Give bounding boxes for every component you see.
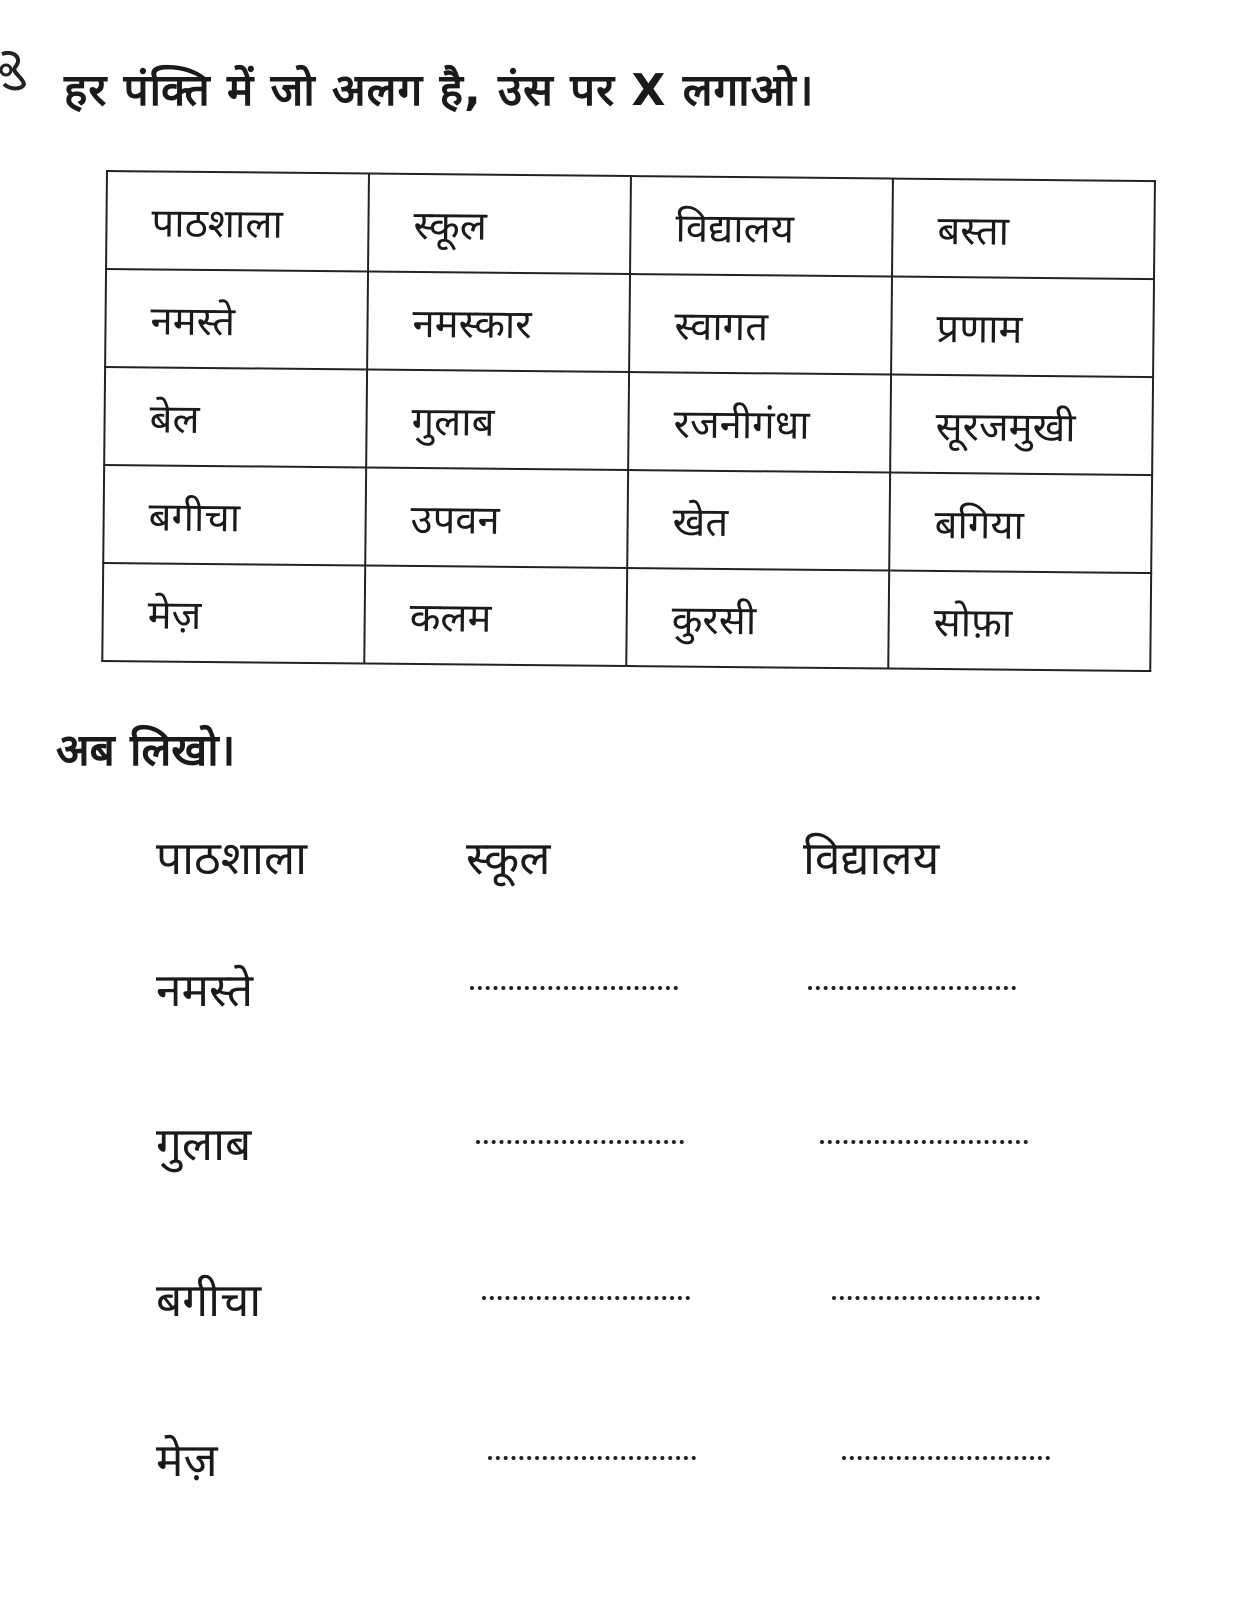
answer-row [0, 1268, 1237, 1348]
word-cell[interactable]: नमस्कार [367, 272, 630, 373]
word-cell[interactable]: सूरजमुखी [890, 375, 1153, 476]
word-cell[interactable]: प्रणाम [891, 277, 1154, 378]
table-row [102, 563, 1151, 671]
word-cell[interactable]: कलम [364, 566, 627, 667]
example-row [0, 826, 1237, 896]
table-row [104, 367, 1153, 475]
word-cell[interactable]: गुलाब [366, 370, 629, 471]
answer-row [0, 958, 1237, 1038]
word-cell[interactable]: स्वागत [629, 274, 892, 375]
word-cell[interactable]: विद्यालय [630, 176, 893, 277]
example-word: पाठशाला [156, 831, 308, 885]
word-cell[interactable]: कुरसी [626, 568, 889, 669]
word-cell[interactable]: खेत [627, 470, 890, 571]
table-row [105, 269, 1154, 377]
word-cell[interactable]: उपवन [365, 468, 628, 569]
word-cell[interactable]: रजनीगंधा [628, 372, 891, 473]
table-row [103, 465, 1152, 573]
instruction-heading: हर पंक्ति में जो अलग है, उंस पर X लगाओ। [64, 65, 815, 116]
prompt-word: नमस्ते [156, 963, 254, 1017]
word-cell[interactable]: बेल [104, 367, 367, 468]
word-cell[interactable]: पाठशाला [106, 171, 369, 272]
write-heading: अब लिखो। [56, 725, 236, 776]
word-cell[interactable]: बगिया [889, 473, 1152, 574]
answer-blank[interactable] [842, 1450, 1050, 1460]
word-cell[interactable]: स्कूल [368, 174, 631, 275]
answer-row [0, 1428, 1237, 1508]
answer-blank[interactable] [482, 1290, 690, 1300]
prompt-word: मेज़ [156, 1433, 218, 1487]
word-cell[interactable]: बस्ता [892, 179, 1155, 280]
answer-blank[interactable] [820, 1134, 1028, 1144]
table-row [106, 171, 1155, 279]
word-cell[interactable]: मेज़ [102, 563, 365, 664]
prompt-word: बगीचा [156, 1273, 262, 1327]
example-word: विद्यालय [803, 831, 940, 885]
answer-blank[interactable] [476, 1134, 684, 1144]
answer-blank[interactable] [488, 1450, 696, 1460]
word-cell[interactable]: सोफ़ा [888, 571, 1151, 672]
word-table [101, 170, 1156, 672]
answer-blank[interactable] [808, 980, 1016, 990]
answer-blank[interactable] [832, 1290, 1040, 1300]
word-cell[interactable]: बगीचा [103, 465, 366, 566]
example-word: स्कूल [466, 831, 551, 885]
question-marker-icon [0, 48, 32, 92]
word-cell[interactable]: नमस्ते [105, 269, 368, 370]
word-grid [101, 170, 1156, 660]
prompt-word: गुलाब [156, 1117, 252, 1171]
answer-blank[interactable] [470, 980, 678, 990]
answer-row [0, 1112, 1237, 1192]
